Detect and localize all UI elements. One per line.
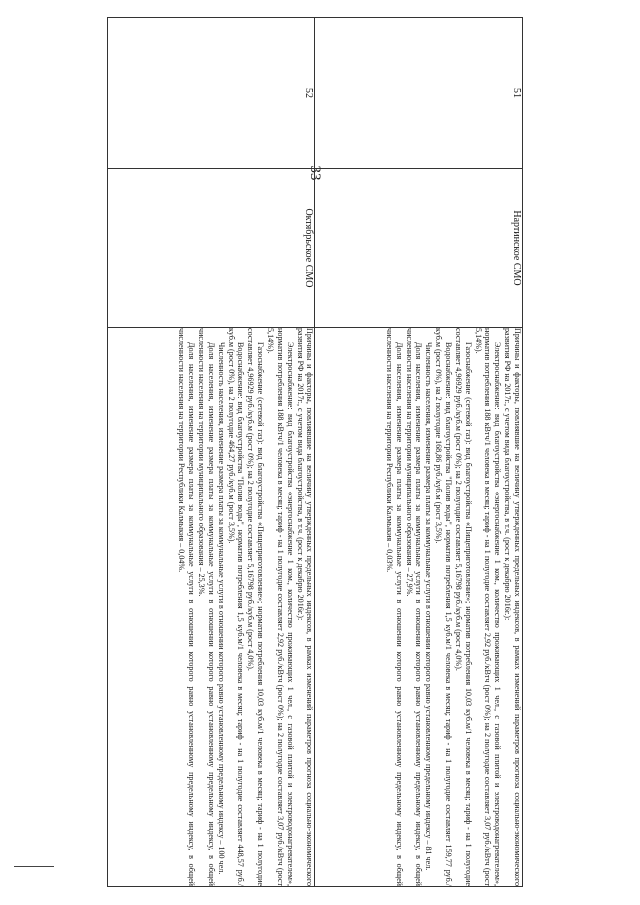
municipality-name-cell: Нартинское СМО	[315, 169, 523, 328]
paragraph: Доля населения, изменение размера платы за коммунальные услуги в отношении которого равно установленному предельному индексу, в общей численности населения на территории муниципального образования – 25,3%.	[197, 328, 216, 886]
paragraph: Численность населения, изменение размера платы за коммунальные услуги в отношении которого равно установленному предельному индексу – 81 чел.	[424, 342, 434, 871]
paragraph: Газоснабжение (сетевой газ): вид благоустройства «Пищеприготовление»; норматив потребления 10,03 куб.м/1 человека в месяц; тариф - на 1 полугодие составляет 4,96929 руб./куб.м (рост 0%); на 2 полугодие составляет 5,16798 руб./куб.м (рост 4,0%).	[453, 328, 473, 886]
municipality-name-cell: Октябрьское СМО	[108, 169, 316, 328]
paragraph: Водоснабжение: вид благоустройства "Полив воды", норматив потребления 1,5 куб.м/1 человека в месяц; тариф - на 1 полугодие составляет 448,57 руб./куб.м (рост 0%), на 2 полугодие 464,27 руб./куб.м (рост 3,5%).	[226, 328, 246, 886]
paragraph: Доля населения, изменение размера платы за коммунальные услуги в отношении которого равно установленному предельному индексу, в общей численности населения на территории Республики Калмыкия – 0,03%.	[384, 328, 404, 886]
municipality-table	[107, 17, 523, 887]
paragraph: Газоснабжение (сетевой газ): вид благоустройства «Пищеприготовление»; норматив потребления 10,03 куб.м/1 человека в месяц; тариф - на 1 полугодие составляет 4,96929 руб./куб.м (рост 0%); на 2 полугодие составляет 5,16798 руб./куб.м (рост 4,0%).	[246, 328, 266, 886]
row-number-cell: 52	[108, 18, 316, 169]
table-row	[108, 18, 316, 887]
row-number-cell: 51	[315, 18, 523, 169]
paragraph: Водоснабжение: вид благоустройства "Полив воды", норматив потребления 1,5 куб.м/1 человека в месяц; тариф - на 1 полугодие составляет 159,77 руб./куб.м (рост 0%), на 2 полугодие 168,86 руб./куб.м (рост 3,5%).	[434, 328, 453, 886]
paragraph: Электроснабжение: вид благоустройства «энергоснабжение 1 ком., количество проживающих 1 чел., с газовой плитой и электроводонагревателем», норматив потребления 188 кВтч/1 человека в месяц; тариф - на 1 полугодие составляет 2,92 руб./кВтч (рост 0%); на 2 полугодие составляет 3,07 руб./кВтч (рост 5,14%).	[473, 328, 503, 886]
paragraph: Доля населения, изменение размера платы за коммунальные услуги в отношении которого равно установленному предельному индексу, в общей численности населения на территории муниципального образования – 27,9%.	[404, 328, 424, 886]
page-number: 33	[307, 165, 323, 181]
description-cell	[108, 328, 316, 887]
description-cell	[315, 328, 523, 887]
scan-edge-mark	[14, 866, 54, 867]
paragraph: Причины и факторы, повлиявшие на величину утвержденных предельных индексов, в рамках изменений параметров прогноза социально-экономического развития РФ на 2017г., с учетом вида благоустройства, в т.ч. (рост к декабрю 2016г.):	[503, 328, 522, 886]
rotated-table-wrapper	[107, 17, 523, 887]
paragraph: Электроснабжение: вид благоустройства «энергоснабжение 1 ком., количество проживающих 1 чел., с газовой плитой и электроводонагревателем», норматив потребления 188 кВтч/1 человека в месяц; тариф - на 1 полугодие составляет 2,92 руб./кВтч (рост 0%); на 2 полугодие составляет 3,07 руб./кВтч (рост 5,14%).	[266, 328, 295, 886]
paragraph: Доля населения, изменение размера платы за коммунальные услуги в отношении которого равно установленному предельному индексу, в общей численности населения на территории Республики Калмыкия – 0,04%.	[177, 328, 197, 886]
table-row	[315, 18, 523, 887]
paragraph: Численность населения, изменение размера платы за коммунальные услуги в отношении которого равно установленному предельному индексу – 100 чел.	[216, 342, 226, 875]
paragraph: Причины и факторы, повлиявшие на величину утвержденных предельных индексов, в рамках изменений параметров прогноза социально-экономического развития РФ на 2017г., с учетом вида благоустройства, в т.ч. (рост к декабрю 2016г.):	[295, 328, 315, 886]
